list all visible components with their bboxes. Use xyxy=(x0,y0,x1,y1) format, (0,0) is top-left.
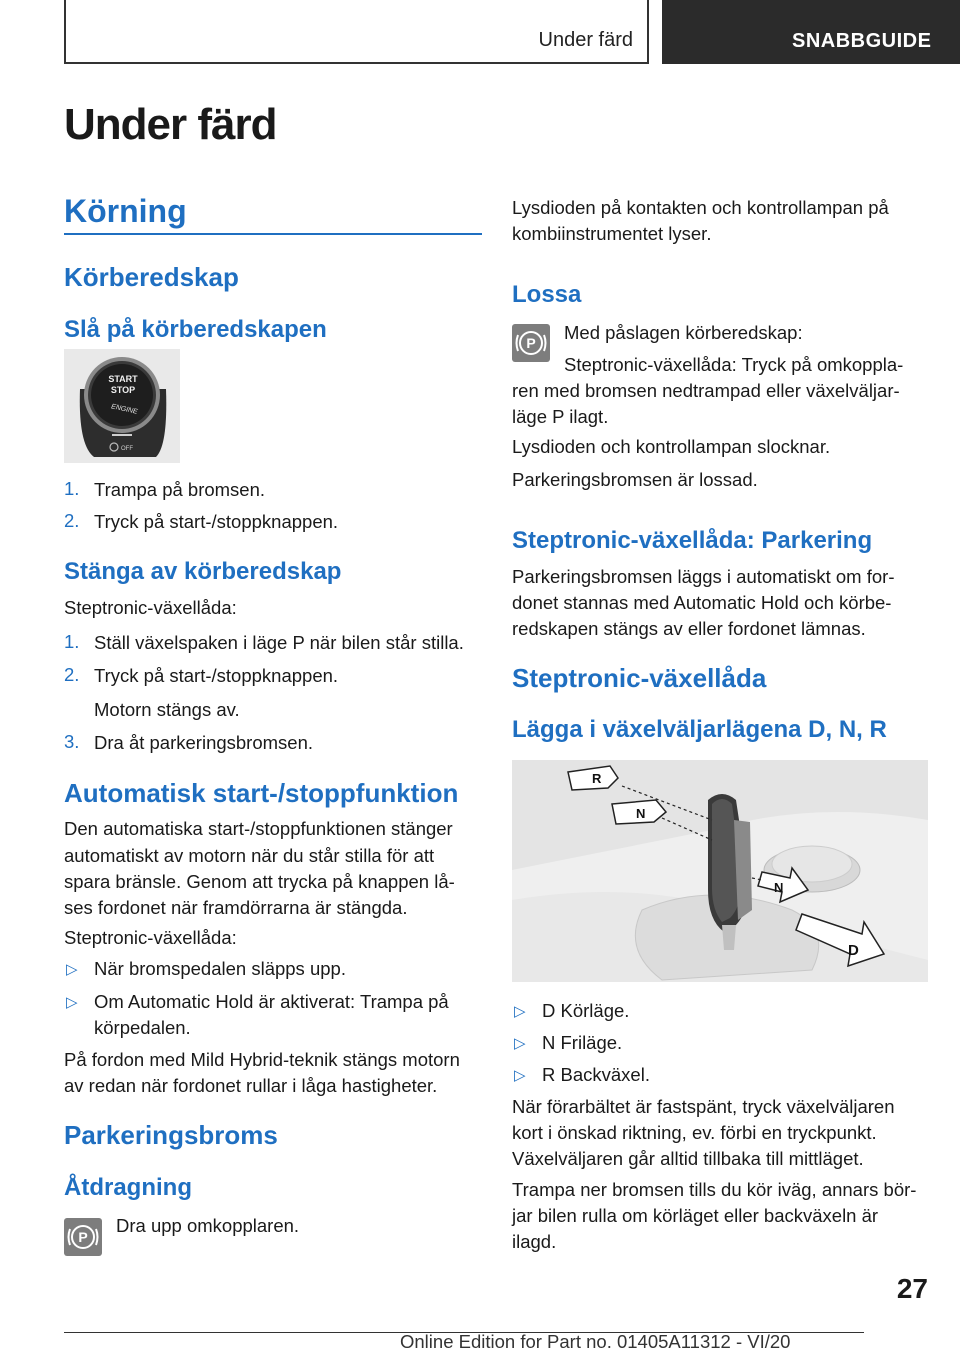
auto-text-line: ses fordonet när framdörrarna är stängda. xyxy=(64,897,408,918)
heading-lossa: Lossa xyxy=(512,281,582,308)
start-label: START xyxy=(108,374,138,384)
auto-text-line: Den automatiska start-/stoppfunktionen stänger xyxy=(64,818,453,839)
gear-bullet-d: D Körläge. xyxy=(542,1000,630,1021)
heading-steptronic: Steptronic-växellåda xyxy=(512,663,767,693)
bullet-triangle-icon: ▷ xyxy=(514,1035,526,1052)
heading-atdragning: Åtdragning xyxy=(64,1174,192,1201)
mild-hybrid-text: av redan när fordonet rullar i låga hastigheter. xyxy=(64,1075,438,1096)
stop-label: STOP xyxy=(110,385,136,395)
heading-sla-pa: Slå på körberedskapen xyxy=(64,316,327,343)
auto-text-line: automatiskt av motorn när du står stilla för att xyxy=(64,845,435,866)
auto-text-line: spara bränsle. Genom att trycka på knappen lå- xyxy=(64,871,455,892)
page-number: 27 xyxy=(896,1273,928,1304)
footer-edition: Online Edition for Part no. 01405A11312 - VI/20 xyxy=(400,1331,791,1352)
svg-text:P: P xyxy=(526,335,536,351)
led-text: kombiinstrumentet lyser. xyxy=(512,223,712,244)
gear-text-2: jar bilen rulla om körläget eller backväxeln är xyxy=(512,1205,879,1226)
park-text: redskapen stängs av eller fordonet lämnas. xyxy=(512,618,866,639)
gear-bullet-r: R Backväxel. xyxy=(542,1064,650,1085)
start-step-1: Trampa på bromsen. xyxy=(94,479,266,500)
gear-text-2: ilagd. xyxy=(512,1231,557,1252)
lossa-text-3: Parkeringsbromsen är lossad. xyxy=(512,469,758,490)
lossa-text: Med påslagen körberedskap: xyxy=(564,322,803,343)
steptronic-label: Steptronic-växellåda: xyxy=(64,597,237,618)
mild-hybrid-text: På fordon med Mild Hybrid-teknik stängs motorn xyxy=(64,1049,460,1070)
auto-bullet-2-cont: körpedalen. xyxy=(94,1017,191,1038)
off-label: OFF xyxy=(121,446,133,452)
gear-selector-image xyxy=(512,760,928,982)
led-text: Lysdioden på kontakten och kontrollampan på xyxy=(512,197,889,218)
auto-steptronic-label: Steptronic-växellåda: xyxy=(64,927,237,948)
engine-label: ENGINE xyxy=(110,403,139,416)
gear-text: Växelväljaren går alltid tillbaka till mittläget. xyxy=(512,1148,864,1169)
gear-label-r: R xyxy=(592,771,602,786)
heading-korning: Körning xyxy=(64,193,187,229)
svg-text:P: P xyxy=(78,1229,88,1245)
heading-stanga-av: Stänga av körberedskap xyxy=(64,558,342,585)
atdragning-text: Dra upp omkopplaren. xyxy=(116,1215,300,1236)
header-tab: SNABBGUIDE xyxy=(662,0,960,64)
stop-step-2-sub: Motorn stängs av. xyxy=(94,699,240,720)
auto-bullet-2: Om Automatic Hold är aktiverat: Trampa på xyxy=(94,991,449,1012)
header-section: Under färd xyxy=(538,29,633,51)
step-number: 2. xyxy=(64,510,80,531)
page-title: Under färd xyxy=(64,100,277,149)
stop-step-2: Tryck på start-/stoppknappen. xyxy=(94,665,339,686)
heading-rule xyxy=(64,233,482,235)
gear-bullet-n: N Friläge. xyxy=(542,1032,623,1053)
bullet-triangle-icon: ▷ xyxy=(514,1067,526,1084)
gear-label-d: D xyxy=(848,942,859,959)
park-text: donet stannas med Automatic Hold och körbe- xyxy=(512,592,892,613)
step-number: 2. xyxy=(64,664,80,685)
gear-label-n2: N xyxy=(774,880,784,895)
step-number: 1. xyxy=(64,631,80,652)
lossa-text: läge P ilagt. xyxy=(512,406,609,427)
gear-label-n: N xyxy=(636,806,646,821)
step-number: 3. xyxy=(64,731,80,752)
start-step-2: Tryck på start-/stoppknappen. xyxy=(94,511,339,532)
header-box xyxy=(64,0,649,64)
bullet-triangle-icon: ▷ xyxy=(66,961,78,978)
parking-brake-icon xyxy=(64,1218,102,1256)
parking-brake-icon xyxy=(512,324,550,362)
gear-text: kort i önskad riktning, ev. förbi en tryckpunkt. xyxy=(512,1122,877,1143)
heading-parkeringsbroms: Parkeringsbroms xyxy=(64,1120,278,1150)
step-number: 1. xyxy=(64,478,80,499)
heading-steptronic-parkering: Steptronic-växellåda: Parkering xyxy=(512,527,873,554)
auto-bullet-1: När bromspedalen släpps upp. xyxy=(94,958,346,979)
heading-korberedskap: Körberedskap xyxy=(64,262,239,292)
start-stop-button-image xyxy=(64,349,180,463)
gear-text-2: Trampa ner bromsen tills du kör iväg, annars bör- xyxy=(512,1179,917,1200)
bullet-triangle-icon: ▷ xyxy=(514,1003,526,1020)
heading-auto-start-stop: Automatisk start-/stoppfunktion xyxy=(64,778,459,808)
lossa-text: ren med bromsen nedtrampad eller växelväljar- xyxy=(512,380,900,401)
heading-lagga-i: Lägga i växelväljarlägena D, N, R xyxy=(512,716,887,743)
lossa-text-2: Lysdioden och kontrollampan slocknar. xyxy=(512,436,831,457)
stop-step-3: Dra åt parkeringsbromsen. xyxy=(94,732,314,753)
bullet-triangle-icon: ▷ xyxy=(66,994,78,1011)
gear-text: När förarbältet är fastspänt, tryck växelväljaren xyxy=(512,1096,895,1117)
park-text: Parkeringsbromsen läggs i automatiskt om for- xyxy=(512,566,895,587)
stop-step-1: Ställ växelspaken i läge P när bilen står stilla. xyxy=(94,632,464,653)
lossa-text: Steptronic-växellåda: Tryck på omkoppla- xyxy=(564,354,904,375)
